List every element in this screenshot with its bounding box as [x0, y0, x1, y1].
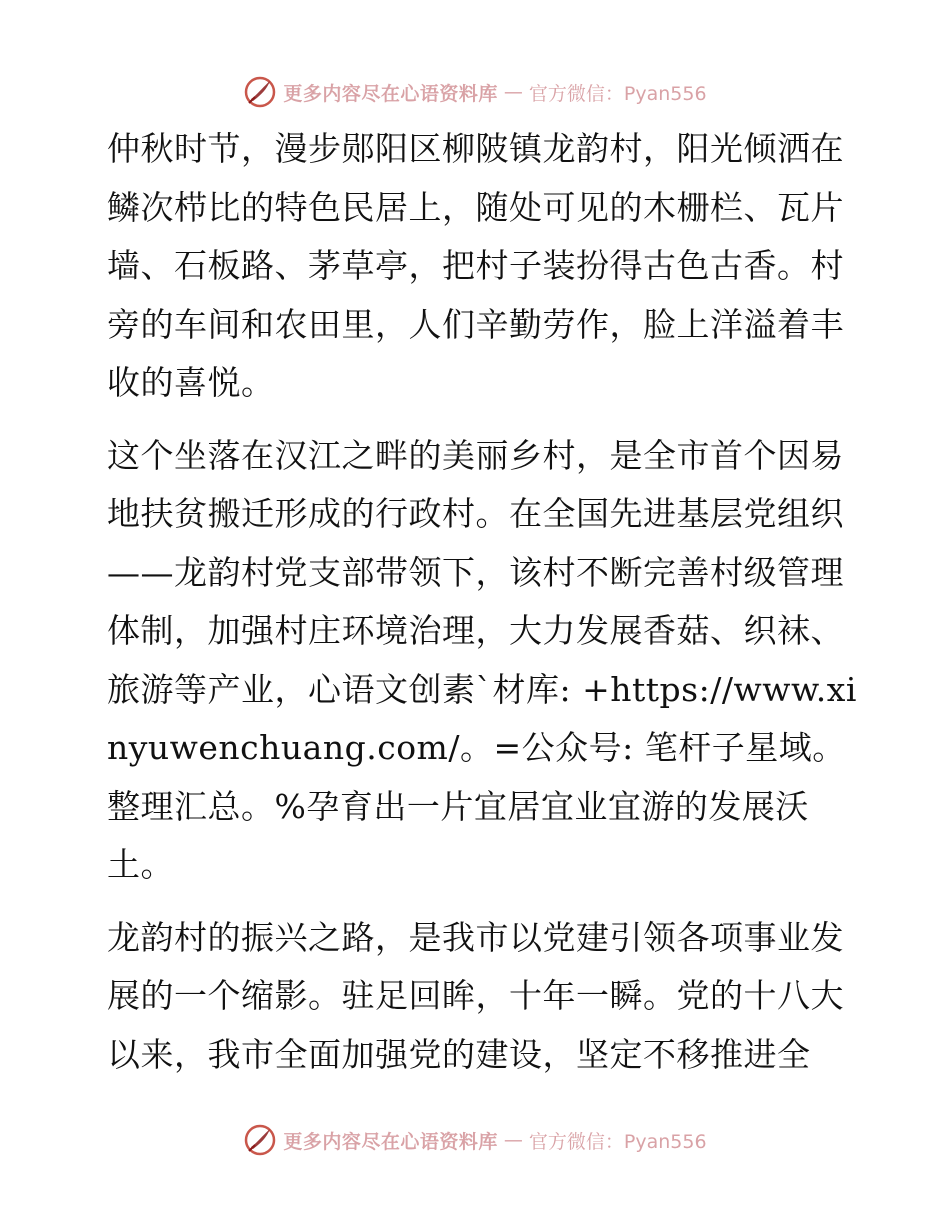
watermark-text: 更多内容尽在心语资料库	[283, 1130, 498, 1153]
paragraph-3: 龙韵村的振兴之路，是我市以党建引领各项事业发展的一个缩影。驻足回眸，十年一瞬。党的十八大以来，我市全面加强党的建设，坚定不移推进全	[107, 917, 844, 1074]
watermark-wechat: 官方微信：Pyan556	[528, 82, 707, 105]
header-watermark	[0, 72, 950, 112]
document-body	[97, 120, 857, 1098]
quill-pen-logo-icon	[243, 75, 277, 109]
paragraph-2: 这个坐落在汉江之畔的美丽乡村，是全市首个因易地扶贫搬迁形成的行政村。在全国先进基层党组织——龙韵村党支部带领下，该村不断完善村级管理体制，加强村庄环境治理，大力发展香菇、织袜、旅游等产业，心语文创素`材库: +https://www.xinyuwenchuang.com/。=公众号: 笔杆子星域。整理汇总。%孕育出一片宜居宜业宜游的发展沃土。	[107, 435, 857, 884]
quill-pen-logo-icon	[243, 1123, 277, 1157]
watermark-wechat: 官方微信：Pyan556	[528, 1130, 707, 1153]
paragraph-1: 仲秋时节，漫步郧阳区柳陂镇龙韵村，阳光倾洒在鳞次栉比的特色民居上，随处可见的木栅栏、瓦片墙、石板路、茅草亭，把村子装扮得古色古香。村旁的车间和农田里，人们辛勤劳作，脸上洋溢着丰收的喜悦。	[107, 129, 844, 402]
footer-watermark	[0, 1120, 950, 1160]
watermark-dash: —	[503, 1129, 523, 1151]
watermark-dash: —	[503, 81, 523, 103]
watermark-text: 更多内容尽在心语资料库	[283, 82, 498, 105]
